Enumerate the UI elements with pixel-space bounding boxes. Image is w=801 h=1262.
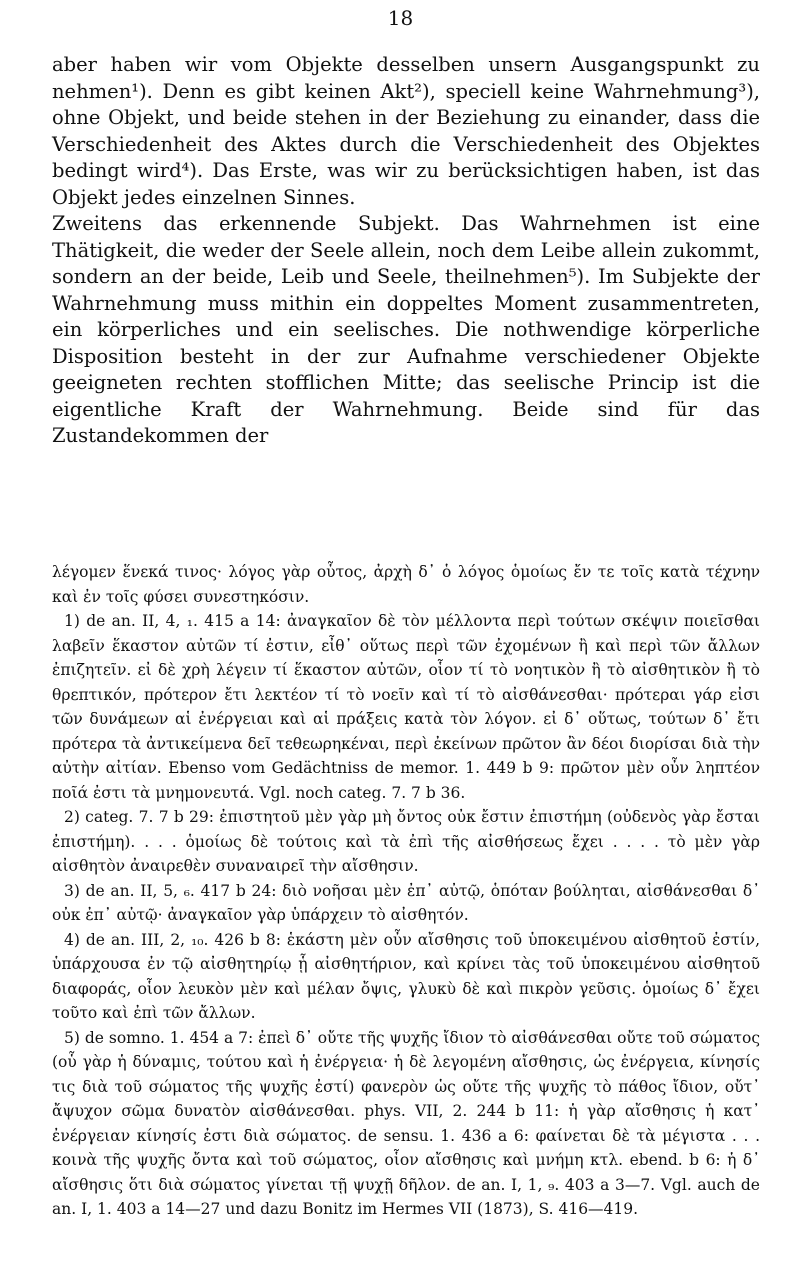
footnote-continuation: λέγομεν ἕνεκά τινος· λόγος γὰρ οὗτος, ἀρχὴ δ᾿ ὁ λόγος ὁμοίως ἔν τε τοῖς κατὰ τέχνην καὶ ἐν τοῖς φύσει συνεστηκόσιν. xyxy=(52,563,760,606)
footnote-4: 4) de an. III, 2, ₁₀. 426 b 8: ἑκάστη μὲν οὖν αἴσθησις τοῦ ὑποκειμένου αἰσθητοῦ ἐστίν, ὑπάρχουσα ἐν τῷ αἰσθητηρίῳ ᾗ αἰσθητήριον, καὶ κρίνει τὰς τοῦ ὑποκειμένου αἰσθητοῦ διαφοράς, οἷον λευκὸν μὲν καὶ μέλαν ὄψις, γλυκὺ δὲ καὶ πικρὸν γεῦσις. ὁμοίως δ᾿ ἔχει τοῦτο καὶ ἐπὶ τῶν ἄλλων. xyxy=(52,930,760,1022)
footnote-1: 1) de an. II, 4, ₁. 415 a 14: ἀναγκαῖον δὲ τὸν μέλλοντα περὶ τούτων σκέψιν ποιεῖσθαι λαβεῖν ἕκαστον αὐτῶν τί ἐστιν, εἶθ᾿ οὕτως περὶ τῶν ἐχομένων ἢ καὶ περὶ τῶν ἄλλων ἐπιζητεῖν. εἰ δὲ χρὴ λέγειν τί ἕκαστον αὐτῶν, οἷον τί τὸ νοητικὸν ἢ τὸ αἰσθητικὸν ἢ τὸ θρεπτικόν, πρότερον ἔτι λεκτέον τί τὸ νοεῖν καὶ τί τὸ αἰσθάνεσθαι· πρότεραι γάρ εἰσι τῶν δυνάμεων αἱ ἐνέργειαι καὶ αἱ πράξεις κατὰ τὸν λόγον. εἰ δ᾿ οὕτως, τούτων δ᾿ ἔτι πρότερα τὰ ἀντικείμενα δεῖ τεθεωρηκέναι, περὶ ἐκείνων πρῶτον ἂν δέοι διορίσαι διὰ τὴν αὐτὴν αἰτίαν. Ebenso vom Gedächtniss de memor. 1. 449 b 9: πρῶτον μὲν οὖν ληπτέον ποῖά ἐστι τὰ μνημονευτά. Vgl. noch categ. 7. 7 b 36. xyxy=(52,612,760,802)
main-paragraph-1: aber haben wir vom Objekte desselben unsern Ausgangspunkt zu nehmen¹). Denn es gibt keinen Akt²), speciell keine Wahrnehmung³), ohne Objekt, und beide stehen in der Beziehung zu einander, dass die Verschiedenheit des Aktes durch die Verschiedenheit des Objektes bedingt wird⁴). Das Erste, was wir zu berücksichtigen haben, ist das Objekt jedes einzelnen Sinnes. xyxy=(52,53,760,209)
main-text xyxy=(52,52,760,450)
footnote-3: 3) de an. II, 5, ₆. 417 b 24: διὸ νοῆσαι μὲν ἐπ᾿ αὐτῷ, ὁπόταν βούληται, αἰσθάνεσθαι δ᾿ οὐκ ἐπ᾿ αὐτῷ· ἀναγκαῖον γὰρ ὑπάρχειν τὸ αἰσθητόν. xyxy=(52,881,760,924)
page-number: 18 xyxy=(387,6,414,30)
footnotes xyxy=(52,560,760,1222)
footnote-5: 5) de somno. 1. 454 a 7: ἐπεὶ δ᾿ οὔτε τῆς ψυχῆς ἴδιον τὸ αἰσθάνεσθαι οὔτε τοῦ σώματος (οὗ γὰρ ἡ δύναμις, τούτου καὶ ἡ ἐνέργεια· ἡ δὲ λεγομένη αἴσθησις, ὡς ἐνέργεια, κίνησίς τις διὰ τοῦ σώματος τῆς ψυχῆς ἐστί) φανερὸν ὡς οὔτε τῆς ψυχῆς τὸ πάθος ἴδιον, οὔτ᾿ ἄψυχον σῶμα δυνατὸν αἰσθάνεσθαι. phys. VII, 2. 244 b 11: ἡ γὰρ αἴσθησις ἡ κατ᾿ ἐνέργειαν κίνησίς ἐστι διὰ σώματος. de sensu. 1. 436 a 6: φαίνεται δὲ τὰ μέγιστα . . . κοινὰ τῆς ψυχῆς ὄντα καὶ τοῦ σώματος, οἷον αἴσθησις καὶ μνήμη κτλ. ebend. b 6: ἡ δ᾿ αἴσθησις ὅτι διὰ σώματος γίνεται τῇ ψυχῇ δῆλον. de an. I, 1, ₉. 403 a 3—7. Vgl. auch de an. I, 1. 403 a 14—27 und dazu Bonitz im Hermes VII (1873), S. 416—419. xyxy=(52,1028,760,1218)
footnote-2: 2) categ. 7. 7 b 29: ἐπιστητοῦ μὲν γὰρ μὴ ὄντος οὐκ ἔστιν ἐπιστήμη (οὐδενὸς γὰρ ἔσται ἐπιστήμη). . . . ὁμοίως δὲ τούτοις καὶ τὰ ἐπὶ τῆς αἰσθήσεως ἔχει . . . . τὸ μὲν γὰρ αἰσθητὸν ἀναιρεθὲν συναναιρεῖ τὴν αἴσθησιν. xyxy=(52,808,760,875)
main-paragraph-2: Zweitens das erkennende Subjekt. Das Wahrnehmen ist eine Thätigkeit, die weder der Seele allein, noch dem Leibe allein zukommt, sondern an der beide, Leib und Seele, theilnehmen⁵). Im Subjekte der Wahrnehmung muss mithin ein doppeltes Moment zusammentreten, ein körperliches und ein seelisches. Die nothwendige körperliche Disposition besteht in der zur Aufnahme verschiedener Objekte geeigneten rechten stofflichen Mitte; das seelische Princip ist die eigentliche Kraft der Wahrnehmung. Beide sind für das Zustandekommen der xyxy=(52,212,760,447)
